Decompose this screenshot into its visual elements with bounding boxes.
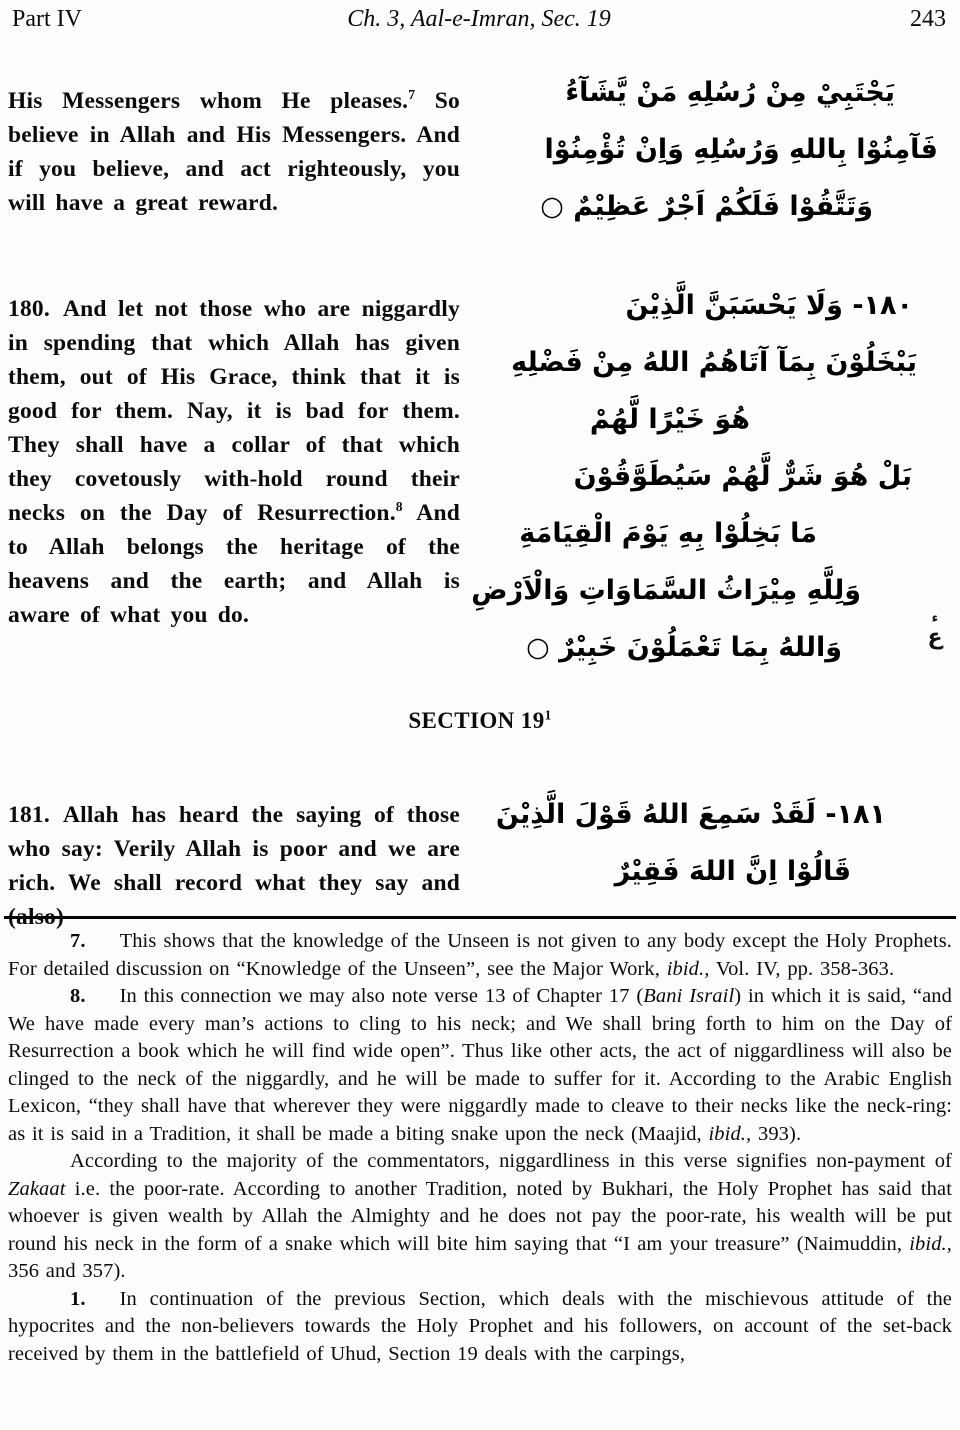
arabic-line: يَبْخَلُوْنَ بِمَآ آتَاهُمُ اللهُ مِنْ فَضْلِهِ xyxy=(511,347,917,378)
ruku-marker-top: ء xyxy=(931,611,939,626)
footnote-1: 1. In continuation of the previous Section, which deals with the mischievous attitude of the hypocrites and the non-believers towards the Holy Prophet and his followers, on account of the set-back received by them in the battlefield of Uhud, Section 19 deals with the carpings, xyxy=(8,1287,952,1365)
footnotes-section xyxy=(8,928,952,1368)
footnote-8-continued: According to the majority of the commentators, niggardliness in this verse signifies non-payment of Zakaat i.e. the poor-rate. According to another Tradition, noted by Bukhari, the Holy Prophet has said that whoever is given wealth by Allah the Almighty and he does not pay the poor-rate, his wealth will be put round his neck in the form of a snake which will bite him saying that “I am your treasure” (Naimuddin, ibid., 356 and 357). xyxy=(8,1150,952,1282)
footnote-8: 8. In this connection we may also note verse 13 of Chapter 17 (Bani Israil) in which it is said, “and We have made every man’s actions to cling to his neck; and We shall bring forth to him on the Day of Resurrection a book which he will find wide open”. Thus like other acts, the act of niggardliness will also be clinged to the neck of the niggardly, and he will be made to suffer for it. According to the Arabic English Lexicon, “they shall have that wherever they were niggardly made to cleave to their necks like the neck-ring: as it is said in a Tradition, it shall be made a biting snake upon the neck (Maajid, ibid., 393). xyxy=(8,985,952,1145)
arabic-line: وَتَتَّقُوْا فَلَكُمْ اَجْرٌ عَظِيْمٌ ○ xyxy=(540,191,873,222)
arabic-line: قَالُوْا اِنَّ اللهَ فَقِيْرٌ xyxy=(614,856,851,887)
part-label: Part IV xyxy=(12,6,82,32)
footnote-7: 7. This shows that the knowledge of the Unseen is not given to any body except the Holy Prophets. For detailed discussion on “Knowledge of the Unseen”, see the Major Work, ibid., Vol. IV, pp. 358-363. xyxy=(8,930,952,980)
arabic-block-verse-179 xyxy=(478,64,946,235)
section-heading: SECTION $19^1$ xyxy=(408,707,552,733)
english-paragraph-verse-181: 181. Allah has heard the saying of those who say: Verily Allah is poor and we are rich. We shall record what they say and (also) xyxy=(8,801,460,930)
english-paragraph-verse-180: 180. And let not those who are niggardly in spending that which Allah has given them, out of His Grace, think that it is good for them. Nay, it is bad for them. They shall have a collar of that which they covetously with-hold round their necks on the Day of Resurrection.$^8$ And to Allah belongs the heritage of the heavens and the earth; and Allah is aware of what you do. xyxy=(8,295,460,628)
arabic-line: ١٨١- لَقَدْ سَمِعَ اللهُ قَوْلَ الَّذِيْنَ xyxy=(495,799,886,830)
english-paragraph-verse-179: His Messengers whom He pleases.$^7$ So believe in Allah and His Messengers. And if you believe, and act righteously, you will have a great reward. xyxy=(8,86,460,216)
page-number: 243 xyxy=(910,6,946,32)
arabic-line: وَاللهُ بِمَا تَعْمَلُوْنَ خَبِيْرٌ ○ xyxy=(526,632,842,663)
arabic-line: يَجْتَبِيْ مِنْ رُسُلِهِ مَنْ يَّشَآءُ xyxy=(565,77,895,108)
footnote-divider xyxy=(4,916,956,919)
arabic-line: هُوَ خَيْرًا لَّهُمْ xyxy=(589,404,750,435)
arabic-line: مَا بَخِلُوْا بِهِ يَوْمَ الْقِيَامَةِ xyxy=(519,518,817,549)
arabic-block-verse-181 xyxy=(478,786,946,900)
arabic-line: فَآمِنُوْا بِاللهِ وَرُسُلِهِ وَاِنْ تُؤْمِنُوْا xyxy=(544,134,938,165)
page-header xyxy=(12,6,946,40)
arabic-line: وَلِلَّهِ مِيْرَاثُ السَّمَاوَاتِ وَالْاَرْضِ xyxy=(471,575,861,606)
arabic-block-verse-180 xyxy=(471,277,946,676)
arabic-line: ١٨٠- وَلَا يَحْسَبَنَّ الَّذِيْنَ xyxy=(625,290,913,321)
ruku-marker-icon xyxy=(922,612,948,650)
arabic-line: بَلْ هُوَ شَرٌّ لَّهُمْ سَيُطَوَّقُوْنَ xyxy=(573,461,912,492)
chapter-title: Ch. 3, Aal-e-Imran, Sec. 19 xyxy=(347,6,611,32)
ruku-marker-bottom: ع xyxy=(927,625,943,650)
